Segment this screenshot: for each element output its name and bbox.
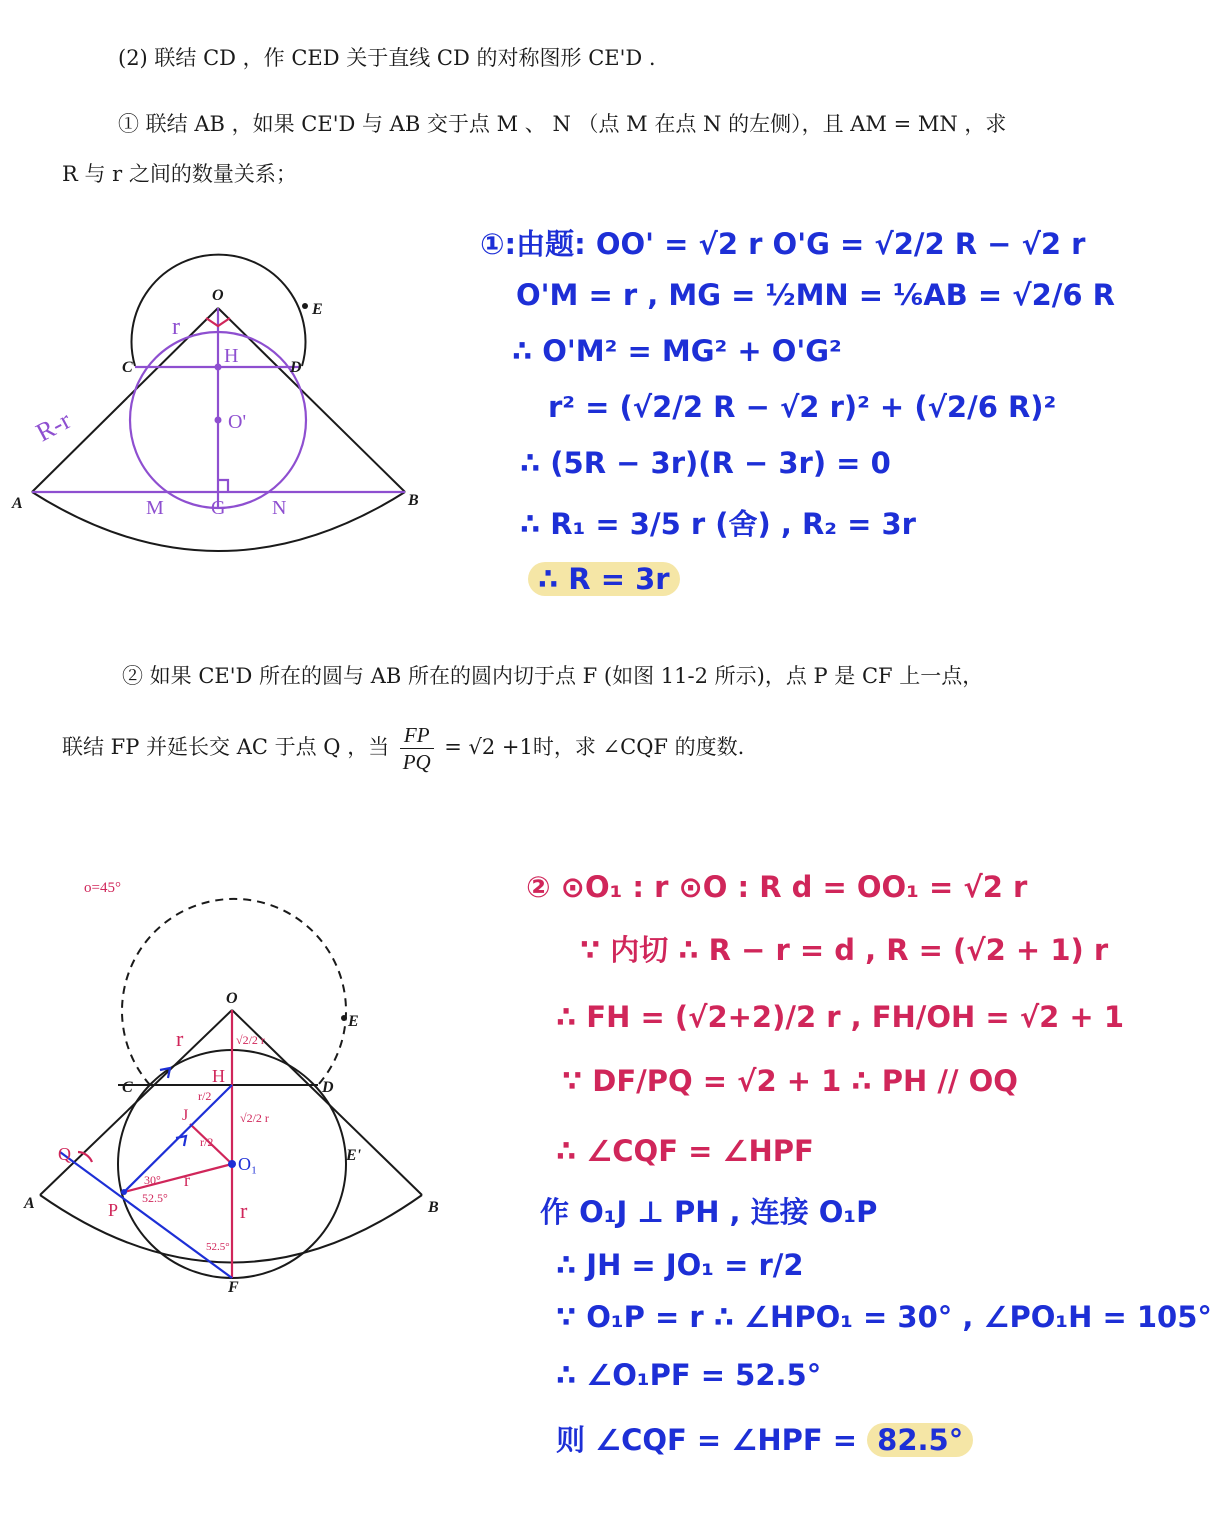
label-r-OC: r <box>176 1026 184 1051</box>
solution2-line9: ∴ ∠O₁PF = 52.5° <box>556 1358 822 1392</box>
point-P <box>121 1189 127 1195</box>
angle-note: o=45° <box>84 880 121 896</box>
label-angle-52-5-P: 52.5° <box>142 1191 168 1205</box>
label-E-prime: E' <box>346 1147 362 1164</box>
segment-PO1 <box>124 1164 232 1192</box>
label-Q: Q <box>58 1144 71 1164</box>
label-H: H <box>212 1066 225 1086</box>
label-half-r-2: r/2 <box>200 1135 214 1149</box>
solution2-line3: ∴ FH = (√2+2)/2 r , FH/OH = √2 + 1 <box>556 1000 1125 1034</box>
label-angle-52-5-F: 52.5° <box>206 1241 230 1253</box>
label-C: C <box>122 359 133 376</box>
question2-text-a: 联结 FP 并延长交 AC 于点 Q ，当 <box>62 735 390 759</box>
label-r-O1F: r <box>240 1198 248 1223</box>
point-E <box>302 303 308 309</box>
label-D: D <box>290 359 302 376</box>
label-J: J <box>182 1107 189 1124</box>
figure-1 <box>0 200 440 590</box>
point-O-prime <box>215 417 222 424</box>
label-B: B <box>428 1199 439 1216</box>
question1-line1: ① 联结 AB ，如果 CE'D 与 AB 交于点 M 、 N （点 M 在点 N 的左侧），且 AM = MN ，求 <box>118 112 1007 136</box>
label-M: M <box>146 497 164 519</box>
label-A: A <box>24 1195 35 1212</box>
fraction-denominator: PQ <box>402 750 431 774</box>
label-G: G <box>211 497 226 519</box>
point-O1 <box>228 1160 236 1168</box>
parallel-arrow-PH <box>176 1136 186 1146</box>
label-O-prime: O' <box>228 411 247 433</box>
label-sqrt2-half-r-1: √2/2 r <box>236 1033 265 1047</box>
solution1-line3: ∴ O'M² = MG² + O'G² <box>512 334 842 368</box>
solution2-line2: ∵ 内切 ∴ R − r = d , R = (√2 + 1) r <box>580 933 1109 967</box>
question2-text-b: = √2 +1时，求 ∠CQF 的度数. <box>444 735 745 759</box>
label-E: E <box>348 1013 359 1030</box>
label-D: D <box>322 1079 334 1096</box>
answer-highlight-2: 82.5° <box>867 1423 973 1457</box>
label-half-r-1: r/2 <box>198 1089 212 1103</box>
label-N: N <box>272 497 287 519</box>
label-O: O <box>212 287 224 304</box>
label-angle-30: 30° <box>144 1173 161 1187</box>
solution2-line5: ∴ ∠CQF = ∠HPF <box>556 1134 814 1168</box>
label-E: E <box>312 301 323 318</box>
solution1-line4: r² = (√2/2 R − √2 r)² + (√2/6 R)² <box>548 390 1057 424</box>
label-O: O <box>226 990 238 1007</box>
solution1-line6: ∴ R₁ = 3/5 r (舍) , R₂ = 3r <box>520 507 916 541</box>
label-R-minus-r: R-r <box>31 405 76 448</box>
right-angle-mark-G <box>218 480 228 492</box>
solution1-line5: ∴ (5R − 3r)(R − 3r) = 0 <box>520 446 891 480</box>
answer-highlight-1: ∴ R = 3r <box>528 562 680 596</box>
solution2-line6: 作 O₁J ⊥ PH , 连接 O₁P <box>540 1195 878 1229</box>
solution1-line1: ①:由题: OO' = √2 r O'G = √2/2 R − √2 r <box>480 227 1086 261</box>
label-C: C <box>122 1079 133 1096</box>
label-P: P <box>108 1200 119 1220</box>
solution1-answer <box>528 562 680 596</box>
question2-line1: ② 如果 CE'D 所在的圆与 AB 所在的圆内切于点 F (如图 11-2 所示)，点 P 是 CF 上一点， <box>122 664 984 688</box>
label-sqrt2-half-r-2: √2/2 r <box>240 1111 269 1125</box>
point-E <box>341 1015 347 1021</box>
solution2-line10 <box>556 1418 973 1459</box>
label-O1: O₁ <box>238 1154 258 1174</box>
question1-line2: R 与 r 之间的数量关系； <box>62 162 297 186</box>
solution2-final-text: 则 ∠CQF = ∠HPF = <box>556 1423 858 1457</box>
figure-2 <box>0 860 470 1300</box>
label-A: A <box>12 495 23 512</box>
ratio-fraction <box>400 722 434 775</box>
label-r-PO1: r <box>184 1170 190 1190</box>
question2-line2 <box>62 722 744 775</box>
solution2-line4: ∵ DF/PQ = √2 + 1 ∴ PH // OQ <box>562 1064 1018 1098</box>
label-B: B <box>408 492 419 509</box>
solution2-line1: ② ⊙O₁ : r ⊙O : R d = OO₁ = √2 r <box>526 870 1028 904</box>
solution1-line2: O'M = r , MG = ½MN = ⅙AB = √2/6 R <box>516 278 1115 312</box>
solution2-line8: ∵ O₁P = r ∴ ∠HPO₁ = 30° , ∠PO₁H = 105° <box>556 1300 1212 1334</box>
point-H <box>215 364 222 371</box>
label-r: r <box>172 314 180 340</box>
label-H: H <box>224 345 239 367</box>
fraction-numerator: FP <box>400 722 434 749</box>
part2-intro: (2) 联结 CD ，作 CED 关于直线 CD 的对称图形 CE'D . <box>118 46 656 70</box>
label-F: F <box>228 1279 239 1296</box>
solution2-line7: ∴ JH = JO₁ = r/2 <box>556 1248 804 1282</box>
